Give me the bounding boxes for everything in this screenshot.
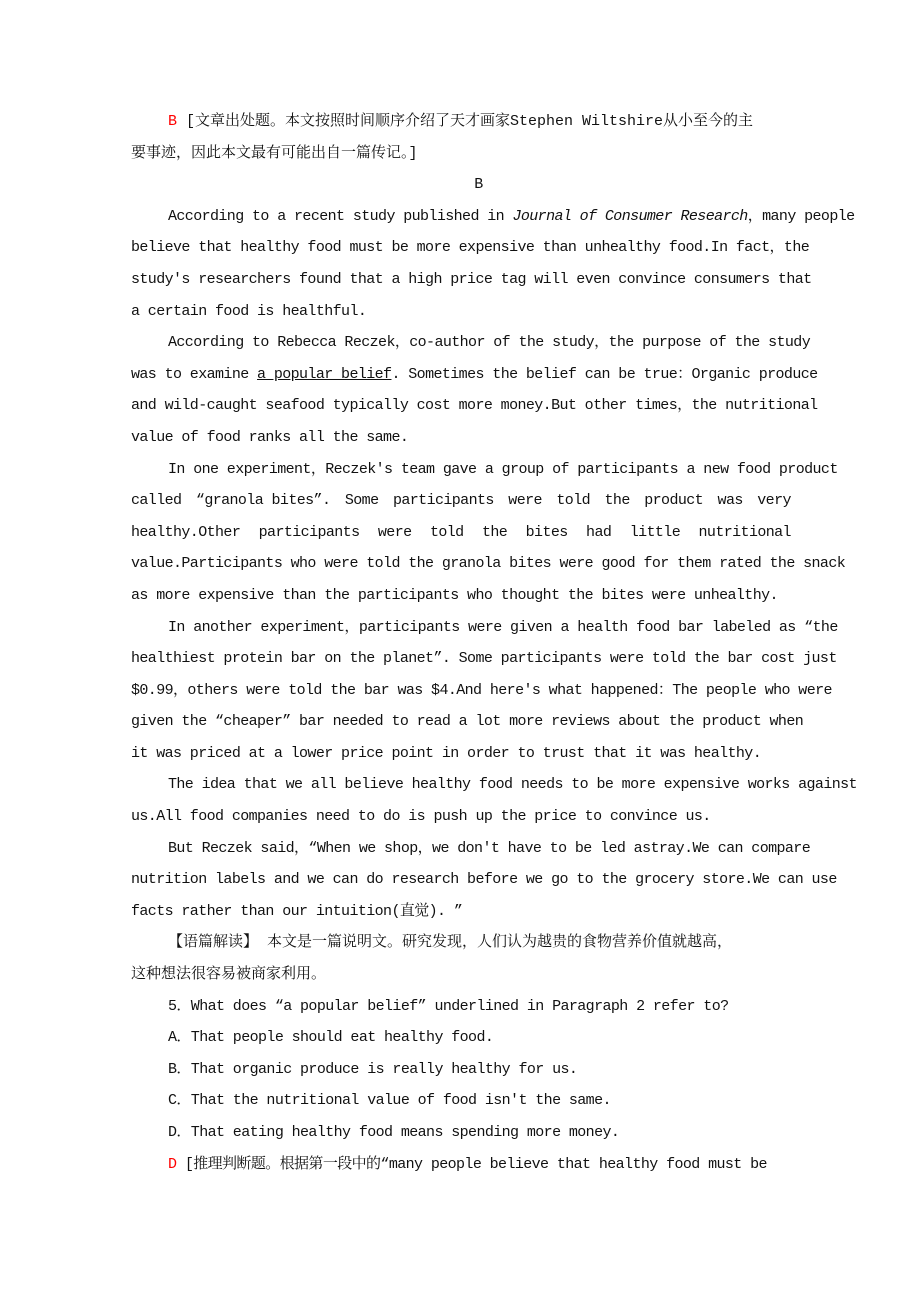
- word: little: [629, 523, 681, 541]
- word: the: [481, 523, 508, 541]
- journal-title: Journal of Consumer Research: [512, 207, 748, 225]
- word: “granola bites”.: [195, 492, 331, 510]
- analysis-label: 【语篇解读】: [168, 934, 259, 952]
- paragraph-4-line-1: In another experiment，participants were given a health food bar labeled as “the: [168, 618, 838, 636]
- answer-explanation: [推理判断题。根据第一段中的“many people believe that healthy food must be: [184, 1155, 767, 1173]
- word: told: [429, 523, 464, 541]
- option-a: A．That people should eat healthy food.: [168, 1029, 494, 1047]
- word: participants: [392, 492, 494, 510]
- paragraph-3-line-3: [131, 517, 791, 549]
- document-page: [131, 106, 857, 1180]
- prev-answer-line-2: 要事迹，因此本文最有可能出自一篇传记。]: [131, 144, 418, 162]
- paragraph-2-line-2: [131, 359, 818, 391]
- paragraph-4-line-3: $0.99，others were told the bar was $4.And here's what happened：The people who were: [131, 681, 832, 699]
- word: told: [556, 492, 591, 510]
- paragraph-3-line-4: value.Participants who were told the granola bites were good for them rated the snack: [131, 555, 846, 573]
- word: was: [717, 492, 743, 510]
- paragraph-4-line-2: healthiest protein bar on the planet”. Some participants were told the bar cost just: [131, 650, 837, 668]
- word: were: [377, 523, 412, 541]
- word: the: [604, 492, 630, 510]
- answer-line: [131, 1149, 796, 1181]
- paragraph-6-line-3: facts rather than our intuition(直觉). ”: [131, 902, 463, 920]
- text: was to examine: [131, 365, 258, 383]
- word: nutritional: [698, 523, 791, 541]
- paragraph-1-line-2: believe that healthy food must be more expensive than unhealthy food.In fact，the: [131, 239, 810, 257]
- paragraph-5-line-2: us.All food companies need to do is push up the price to convince us.: [131, 808, 711, 826]
- word: called: [131, 492, 182, 510]
- text: According to a recent study published in: [168, 207, 513, 225]
- answer-explanation: [文章出处题。本文按照时间顺序介绍了天才画家Stephen Wiltshire从小至今的主: [186, 113, 754, 130]
- paragraph-3-line-2: [131, 485, 791, 517]
- text: ，many people: [747, 207, 855, 225]
- prev-answer-line-1: [131, 106, 796, 138]
- paragraph-4-line-4: given the “cheaper” bar needed to read a lot more reviews about the product when: [131, 713, 804, 731]
- paragraph-1-line-4: a certain food is healthful.: [131, 302, 367, 320]
- paragraph-1-line-3: study's researchers found that a high price tag will even convince consumers that: [131, 270, 812, 288]
- paragraph-5-line-1: The idea that we all believe healthy food needs to be more expensive works against: [168, 776, 857, 794]
- word: healthy.Other: [131, 523, 241, 541]
- option-d: D．That eating healthy food means spending more money.: [168, 1124, 620, 1141]
- paragraph-6-line-2: nutrition labels and we can do research before we go to the grocery store.We can use: [131, 871, 837, 889]
- text: . Sometimes the belief can be true：Organic produce: [391, 365, 818, 383]
- paragraph-3-line-1: In one experiment，Reczek's team gave a group of participants a new food product: [168, 460, 838, 478]
- word: very: [757, 492, 791, 510]
- word: Some: [344, 492, 379, 510]
- answer-letter: D: [168, 1155, 177, 1173]
- analysis-line-1: [131, 927, 796, 959]
- paragraph-1-line-1: [131, 201, 855, 233]
- paragraph-4-line-5: it was priced at a lower price point in order to trust that it was healthy.: [131, 744, 762, 762]
- word: had: [586, 523, 612, 541]
- paragraph-2-line-3: and wild-caught seafood typically cost more money.But other times，the nutritional: [131, 397, 818, 415]
- analysis-line-2: 这种想法很容易被商家利用。: [131, 966, 327, 984]
- word: participants: [258, 523, 360, 541]
- paragraph-2-line-1: According to Rebecca Reczek，co-author of the study，the purpose of the study: [168, 334, 811, 352]
- question-stem: 5．What does “a popular belief” underlined in Paragraph 2 refer to?: [168, 997, 729, 1015]
- option-b: B．That organic produce is really healthy for us.: [168, 1060, 578, 1078]
- answer-letter: B: [168, 113, 178, 130]
- section-title: B: [474, 176, 483, 194]
- option-c: C．That the nutritional value of food isn't the same.: [168, 1092, 611, 1110]
- paragraph-3-line-5: as more expensive than the participants who thought the bites were unhealthy.: [131, 586, 778, 604]
- word: were: [508, 492, 542, 510]
- analysis-text: 本文是一篇说明文。研究发现，人们认为越贵的食物营养价值就越高，: [267, 934, 733, 952]
- word: product: [644, 492, 704, 510]
- paragraph-2-line-4: value of food ranks all the same.: [131, 428, 409, 446]
- underlined-phrase: a popular belief: [257, 365, 392, 383]
- paragraph-6-line-1: But Reczek said，“When we shop，we don't have to be led astray.We can compare: [168, 839, 811, 857]
- word: bites: [525, 523, 568, 541]
